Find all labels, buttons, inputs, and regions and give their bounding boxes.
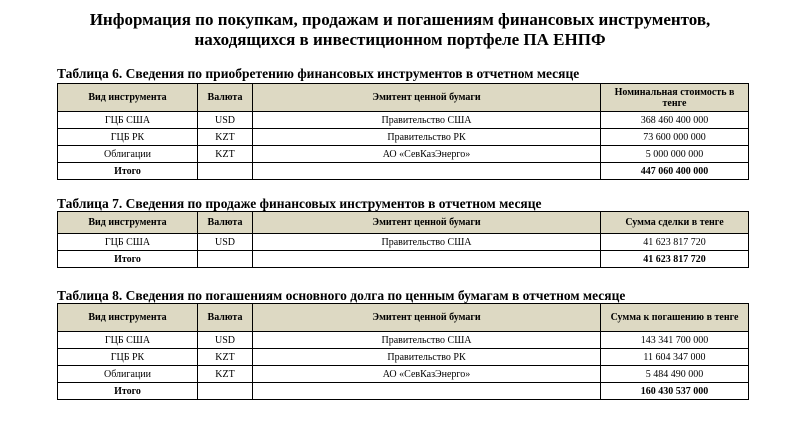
column-header-instrument: Вид инструмента (58, 304, 198, 332)
cell-currency: USD (198, 332, 253, 349)
cell-issuer: Правительство РК (253, 129, 601, 146)
cell-amount: 5 000 000 000 (601, 146, 749, 163)
cell-amount: 5 484 490 000 (601, 366, 749, 383)
table-total-row (58, 251, 749, 268)
table-total-row (58, 163, 749, 180)
column-header-currency: Валюта (198, 212, 253, 234)
cell-instrument: Облигации (58, 366, 198, 383)
table-total-row (58, 383, 749, 400)
table8 (57, 303, 749, 400)
cell-total-label: Итого (58, 163, 198, 180)
table-row (58, 366, 749, 383)
cell-instrument: ГЦБ РК (58, 129, 198, 146)
cell-issuer: Правительство США (253, 112, 601, 129)
cell-instrument: Облигации (58, 146, 198, 163)
table-row (58, 146, 749, 163)
cell-currency: USD (198, 234, 253, 251)
cell-empty (198, 251, 253, 268)
table6 (57, 83, 749, 180)
column-header-currency: Валюта (198, 304, 253, 332)
cell-amount: 41 623 817 720 (601, 234, 749, 251)
cell-total-amount: 447 060 400 000 (601, 163, 749, 180)
cell-amount: 73 600 000 000 (601, 129, 749, 146)
cell-empty (253, 251, 601, 268)
cell-total-label: Итого (58, 383, 198, 400)
cell-issuer: АО «СевКазЭнерго» (253, 146, 601, 163)
table-row (58, 129, 749, 146)
column-header-currency: Валюта (198, 84, 253, 112)
column-header-amount: Сумма к погашению в тенге (601, 304, 749, 332)
table6-header-row (58, 84, 749, 112)
cell-instrument: ГЦБ США (58, 332, 198, 349)
cell-currency: KZT (198, 146, 253, 163)
cell-instrument: ГЦБ США (58, 234, 198, 251)
table8-header-row (58, 304, 749, 332)
cell-total-label: Итого (58, 251, 198, 268)
page-title-line-1: Информация по покупкам, продажам и погашениям финансовых инструментов, (89, 10, 711, 29)
cell-currency: USD (198, 112, 253, 129)
cell-amount: 368 460 400 000 (601, 112, 749, 129)
column-header-instrument: Вид инструмента (58, 84, 198, 112)
table-row (58, 112, 749, 129)
page-title (0, 10, 800, 50)
cell-amount: 11 604 347 000 (601, 349, 749, 366)
cell-empty (198, 163, 253, 180)
cell-currency: KZT (198, 366, 253, 383)
column-header-instrument: Вид инструмента (58, 212, 198, 234)
cell-instrument: ГЦБ РК (58, 349, 198, 366)
cell-total-amount: 41 623 817 720 (601, 251, 749, 268)
table-row (58, 349, 749, 366)
table7-header-row (58, 212, 749, 234)
cell-currency: KZT (198, 349, 253, 366)
cell-empty (253, 383, 601, 400)
column-header-issuer: Эмитент ценной бумаги (253, 84, 601, 112)
column-header-amount: Сумма сделки в тенге (601, 212, 749, 234)
table6-caption: Таблица 6. Сведения по приобретению финансовых инструментов в отчетном месяце (57, 66, 580, 81)
cell-issuer: АО «СевКазЭнерго» (253, 366, 601, 383)
cell-empty (253, 163, 601, 180)
cell-total-amount: 160 430 537 000 (601, 383, 749, 400)
cell-instrument: ГЦБ США (58, 112, 198, 129)
table8-caption: Таблица 8. Сведения по погашениям основного долга по ценным бумагам в отчетном месяце (57, 288, 626, 303)
column-header-amount: Номинальная стоимость в тенге (601, 84, 749, 112)
table-row (58, 234, 749, 251)
column-header-issuer: Эмитент ценной бумаги (253, 304, 601, 332)
cell-amount: 143 341 700 000 (601, 332, 749, 349)
table7-caption: Таблица 7. Сведения по продаже финансовых инструментов в отчетном месяце (57, 196, 542, 211)
cell-currency: KZT (198, 129, 253, 146)
table7 (57, 211, 749, 268)
cell-issuer: Правительство США (253, 234, 601, 251)
table-row (58, 332, 749, 349)
cell-issuer: Правительство США (253, 332, 601, 349)
cell-empty (198, 383, 253, 400)
cell-issuer: Правительство РК (253, 349, 601, 366)
column-header-issuer: Эмитент ценной бумаги (253, 212, 601, 234)
page-title-line-2: находящихся в инвестиционном портфеле ПА ЕНПФ (194, 30, 606, 49)
